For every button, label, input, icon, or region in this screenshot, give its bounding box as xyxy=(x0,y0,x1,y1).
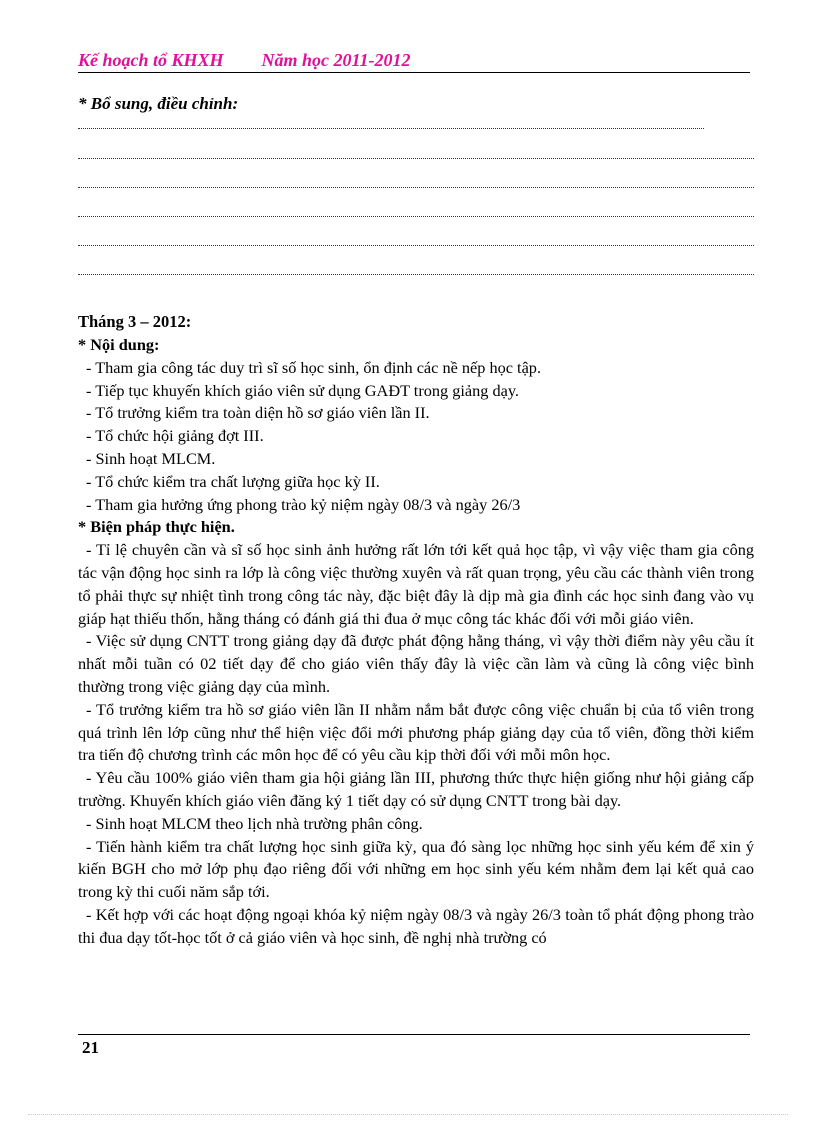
header-plan: Kế hoạch tổ KHXH xyxy=(78,50,224,70)
page-edge-dots xyxy=(28,1114,788,1115)
page-header xyxy=(78,50,750,73)
measure-paragraph: - Tổ trưởng kiểm tra hồ sơ giáo viên lần II nhằm nắm bắt được công việc chuẩn bị của tổ viên trong quá trình lên lớp cũng như thể hiện việc đổi mới phương pháp giảng dạy của tổ viên, đồng thời kiểm tra tiến độ chương trình các môn học để có yêu cầu kịp thời đối với mỗi môn học. xyxy=(78,699,754,765)
measure-paragraph: - Việc sử dụng CNTT trong giảng dạy đã được phát động hằng tháng, vì vậy thời điểm này yêu cầu ít nhất mỗi tuần có 02 tiết dạy để cho giáo viên thấy đây là việc cần làm và cũng là công việc bình thường trong việc giảng dạy của mình. xyxy=(78,631,754,696)
measures-heading: * Biện pháp thực hiện. xyxy=(78,517,235,537)
footer-rule xyxy=(78,1034,750,1035)
content-item: - Tổ trưởng kiểm tra toàn diện hồ sơ giáo viên lần II. xyxy=(86,403,430,423)
content-item: - Tổ chức hội giảng đợt III. xyxy=(86,426,264,446)
blank-line xyxy=(78,156,754,159)
blank-line xyxy=(78,272,754,275)
supplement-title: * Bổ sung, điều chỉnh: xyxy=(78,94,239,113)
content-heading: * Nội dung: xyxy=(78,335,160,354)
page-number: 21 xyxy=(82,1038,99,1057)
content-item: - Tổ chức kiểm tra chất lượng giữa học kỳ II. xyxy=(86,471,380,491)
header-year: Năm học 2011-2012 xyxy=(261,50,411,70)
blank-line xyxy=(78,243,754,246)
content-item: - Tiếp tục khuyến khích giáo viên sử dụng GAĐT trong giảng dạy. xyxy=(86,380,519,400)
blank-line xyxy=(78,185,754,188)
content-item: - Tham gia hưởng ứng phong trào kỷ niệm ngày 08/3 và ngày 26/3 xyxy=(86,494,521,514)
document-body xyxy=(78,334,754,950)
blank-line xyxy=(78,214,754,217)
measure-paragraph: - Sinh hoạt MLCM theo lịch nhà trường phân công. xyxy=(86,813,423,833)
measure-paragraph: - Yêu cầu 100% giáo viên tham gia hội giảng lần III, phương thức thực hiện giống như hội giảng cấp trường. Khuyến khích giáo viên đăng ký 1 tiết dạy có sử dụng CNTT trong bài dạy. xyxy=(78,768,754,810)
month-heading: Tháng 3 – 2012: xyxy=(78,312,192,331)
measure-paragraph: - Tỉ lệ chuyên cần và sĩ số học sinh ảnh hưởng rất lớn tới kết quả học tập, vì vậy việc tham gia công tác vận động học sinh ra lớp là công việc thường xuyên và rất quan trọng, yêu cầu các thành viên trong tổ phải thực sự nhiệt tình trong công tác này, đặc biệt đây là dịp mà gia đình các học sinh đang vào vụ giáp hạt thiếu thốn, hằng tháng có đánh giá thi đua ở mục công tác khác đối với mỗi giáo viên. xyxy=(78,540,754,628)
measure-paragraph: - Tiến hành kiểm tra chất lượng học sinh giữa kỳ, qua đó sàng lọc những học sinh yếu kém để xin ý kiến BGH cho mở lớp phụ đạo riêng đối với những em học sinh yếu kém nhằm đem lại kết quả cao trong kỳ thi cuối năm sắp tới. xyxy=(78,836,754,902)
blank-line xyxy=(78,126,704,129)
content-item: - Tham gia công tác duy trì sĩ số học sinh, ổn định các nề nếp học tập. xyxy=(86,357,542,377)
measure-paragraph: - Kết hợp với các hoạt động ngoại khóa kỷ niệm ngày 08/3 và ngày 26/3 toàn tổ phát động phong trào thi đua dạy tốt-học tốt ở cả giáo viên và học sinh, đề nghị nhà trường có xyxy=(78,904,754,947)
content-item: - Sinh hoạt MLCM. xyxy=(86,448,216,468)
